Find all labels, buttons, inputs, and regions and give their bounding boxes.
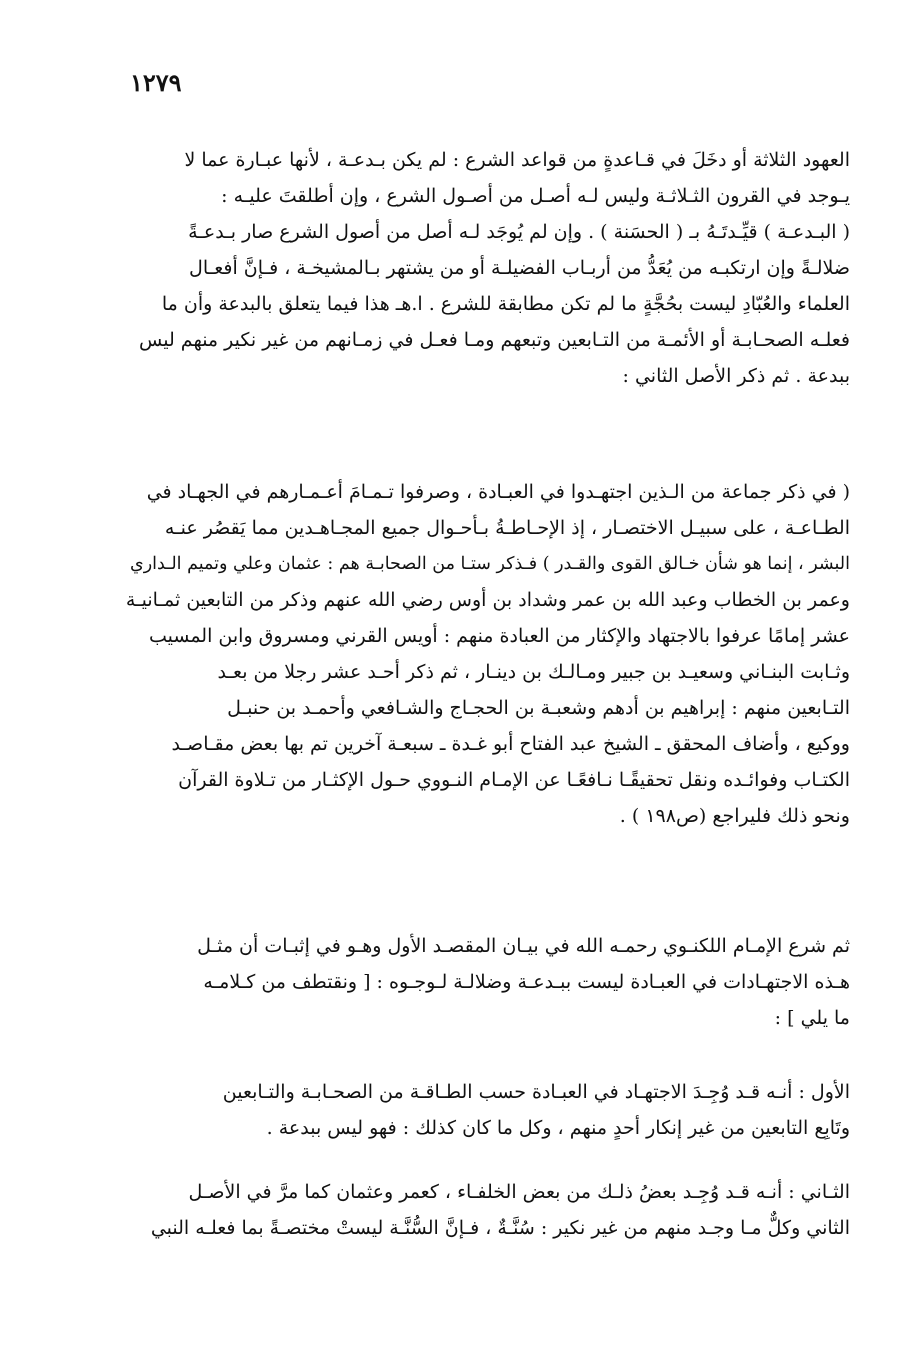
paragraph-2 — [118, 474, 850, 834]
text-line: عشر إمامًا عرفوا بالاجتهاد والإكثار من العبادة منهم : أويس القرني ومسروق وابن المسيب — [148, 625, 850, 647]
text-line: هـذه الاجتهـادات في العبـادة ليست ببـدعـة وضلالـة لـوجـوه : [ ونقتطف من كـلامـه — [203, 971, 850, 993]
text-line: ووكيع ، وأضاف المحقق ـ الشيخ عبد الفتاح أبو غـدة ـ سبعـة آخرين تم بها بعض مقـاصـد — [171, 733, 850, 755]
text-line: ببدعة . ثم ذكر الأصل الثاني : — [622, 365, 850, 387]
text-line: ثم شرع الإمـام اللكنـوي رحمـه الله في بيـان المقصـد الأول وهـو في إثبـات أن مثـل — [197, 935, 850, 957]
text-line: الثاني وكلٌّ مـا وجـد منهم من غير نكير : سُنَّـةٌ ، فـإنَّ السُّنَّـة ليستْ مختصـةً بما فعلـه النبي — [150, 1217, 850, 1239]
text-line: ( البـدعـة ) قيِّـدتَـهُ بـ ( الحسَنة ) . وإن لم يُوجَد لـه أصل من أصول الشرع صار بـدعـةً — [188, 221, 850, 243]
paragraph-3 — [118, 928, 850, 1036]
text-line: وعمر بن الخطاب وعبد الله بن عمر وشداد بن أوس رضي الله عنهم وذكر من التابعين ثمـانيـة — [125, 589, 850, 611]
paragraph-1 — [118, 142, 850, 394]
text-line: العلماء والعُبّادِ ليست بحُجَّةٍ ما لم تكن مطابقة للشرع . ا.هـ هذا فيما يتعلق بالبدعة وأن ما — [161, 293, 850, 315]
text-line: العهود الثلاثة أو دخَلَ في قـاعدةٍ من قواعد الشرع : لم يكن بـدعـة ، لأنها عبـارة عما لا — [184, 149, 850, 171]
text-line: ما يلي ] : — [774, 1007, 850, 1029]
text-line: يـوجد في القرون الثـلاثـة وليس لـه أصـل من أصـول الشرع ، وإن أطلقتَ عليـه : — [221, 185, 850, 207]
text-line: وثـابت البنـاني وسعيـد بن جبير ومـالـك بن دينـار ، ثم ذكر أحـد عشر رجلا من بعـد — [217, 661, 850, 683]
text-line: ونحو ذلك فليراجع (ص١٩٨ ) . — [619, 805, 850, 827]
paragraph-4 — [118, 1074, 850, 1146]
page-number: ١٢٧٩ — [130, 68, 182, 97]
text-line: البشر ، إنما هو شأن خـالق القوى والقـدر ) فـذكر ستـا من الصحابـة هم : عثمان وعلي وتميم الـداري — [130, 554, 850, 574]
text-line: الكتـاب وفوائـده ونقل تحقيقًـا نـافعًـا عن الإمـام النـووي حـول الإكثـار من تـلاوة القرآن — [178, 769, 850, 791]
text-line: ( في ذكر جماعة من الـذين اجتهـدوا في العبـادة ، وصرفوا تـمـامَ أعـمـارهم في الجهـاد في — [146, 481, 850, 503]
text-line: التـابعين منهم : إبراهيم بن أدهم وشعبـة بن الحجـاج والشـافعي وأحمـد بن حنبـل — [227, 697, 850, 719]
paragraph-5 — [118, 1174, 850, 1246]
text-line: الأول : أنـه قـد وُجِـدَ الاجتهـاد في العبـادة حسب الطـاقـة من الصحـابـة والتـابعين — [222, 1081, 850, 1103]
text-line: الطـاعـة ، على سبيـل الاختصـار ، إذ الإحـاطـةُ بـأحـوال جميع المجـاهـدين مما يَقصُر عنـه — [164, 517, 850, 539]
text-line: وتَابِع التابعين من غير إنكار أحدٍ منهم ، وكل ما كان كذلك : فهو ليس ببدعة . — [266, 1117, 850, 1139]
text-line: ضلالـةً وإن ارتكبـه من يُعَدُّ من أربـاب الفضيلـة أو من يشتهر بـالمشيخـة ، فـإنَّ أفعـال — [189, 257, 850, 279]
text-line: الثـاني : أنـه قـد وُجِـد بعضُ ذلـك من بعض الخلفـاء ، كعمر وعثمان كما مرَّ في الأصـل — [188, 1181, 850, 1203]
text-line: فعلـه الصحـابـة أو الأئمـة من التـابعين وتبعهم ومـا فعـل في زمـانهم من غير نكير منهم ليس — [139, 329, 850, 351]
